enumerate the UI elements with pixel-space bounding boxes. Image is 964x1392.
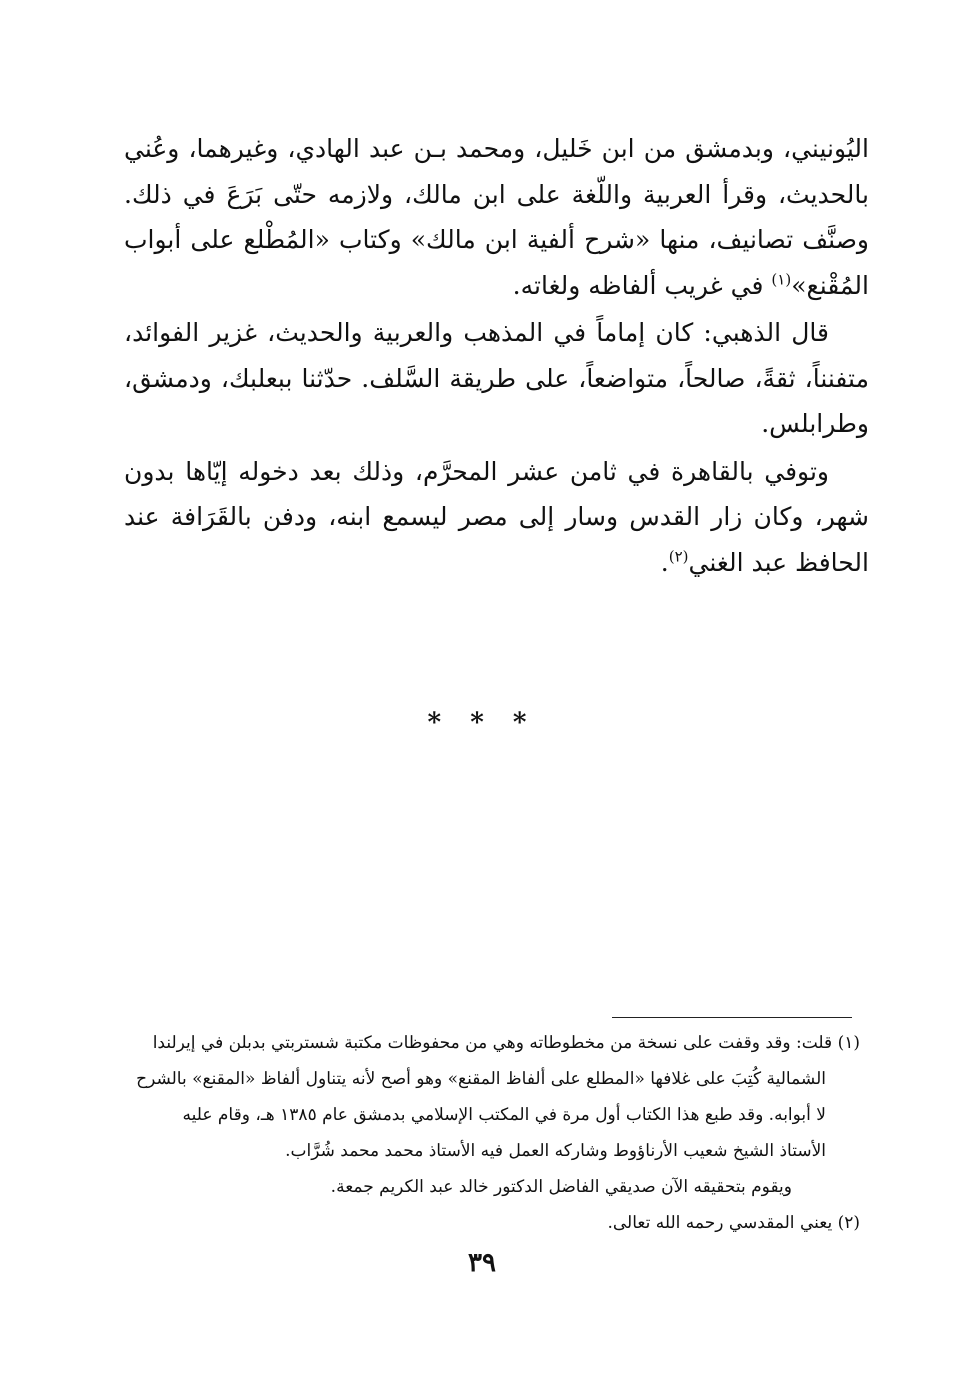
footnote-1-line-2: الشمالية كُتِبَ على غلافها «المطلع على ألفاظ المقنع» وهو أصح لأنه يتناول ألفاظ «المقنع» بالشرح (136, 1069, 826, 1089)
footnote-2: (٢) يعني المقدسي رحمه الله تعالى. (607, 1213, 860, 1233)
footnote-1-line-5: ويقوم بتحقيقه الآن صديقي الفاضل الدكتور خالد عبد الكريم جمعة. (330, 1177, 792, 1197)
footnote-1-line-4: الأستاذ الشيخ شعيب الأرناؤوط وشاركه العمل فيه الأستاذ محمد محمد شُرَّاب. (285, 1141, 826, 1161)
paragraph-3-text: وتوفي بالقاهرة في ثامن عشر المحرَّم، وذلك بعد دخوله إيّاها بدون شهر، وكان زار القدس وسار إلى مصر ليسمع ابنه، ودفن بالقَرَافة عند الحافظ عبد الغني (124, 456, 869, 577)
paragraph-2-text: قال الذهبي: كان إماماً في المذهب والعربية والحديث، غزير الفوائد، متفنناً، ثقةً، صالحاً، متواضعاً، على طريقة السَّلف. حدّثنا ببعلبك، ودمشق، وطرابلس. (124, 318, 869, 438)
footnote-ref-1: (١) (771, 270, 792, 289)
main-text (124, 126, 869, 587)
paragraph-1-text: اليُونيني، وبدمشق من ابن خَليل، ومحمد بـن عبد الهادي، وغيرهما، وعُني بالحديث، وقرأ العربية واللّغة على ابن مالك، ولازمه حتّى بَرَعَ في ذلك. وصنَّف تصانيف، منها «شرح ألفية ابن مالك» وكتاب «المُطْلع على أبواب المُقْنع» (124, 134, 869, 300)
footnotes (118, 1025, 860, 1241)
paragraph-1-tail: في غريب ألفاظه ولغاته. (512, 270, 772, 300)
footnote-divider (612, 1017, 852, 1018)
page-number: ٣٩ (468, 1248, 496, 1278)
paragraph-3 (124, 449, 869, 586)
section-separator: * * * (427, 708, 537, 738)
footnote-ref-2: (٢) (668, 547, 689, 566)
paragraph-2 (124, 310, 869, 447)
footnote-1-line-3: لا أبوابه. وقد طبع هذا الكتاب أول مرة في المكتب الإسلامي بدمشق عام ١٣٨٥ هـ، وقام عليه (182, 1105, 826, 1125)
paragraph-3-tail: . (660, 547, 669, 577)
paragraph-1 (124, 126, 869, 308)
footnote-1-line-1: (١) قلت: وقد وقفت على نسخة من مخطوطاته وهي من محفوظات مكتبة شستربتي بدبلن في إيرلندا (152, 1033, 860, 1053)
